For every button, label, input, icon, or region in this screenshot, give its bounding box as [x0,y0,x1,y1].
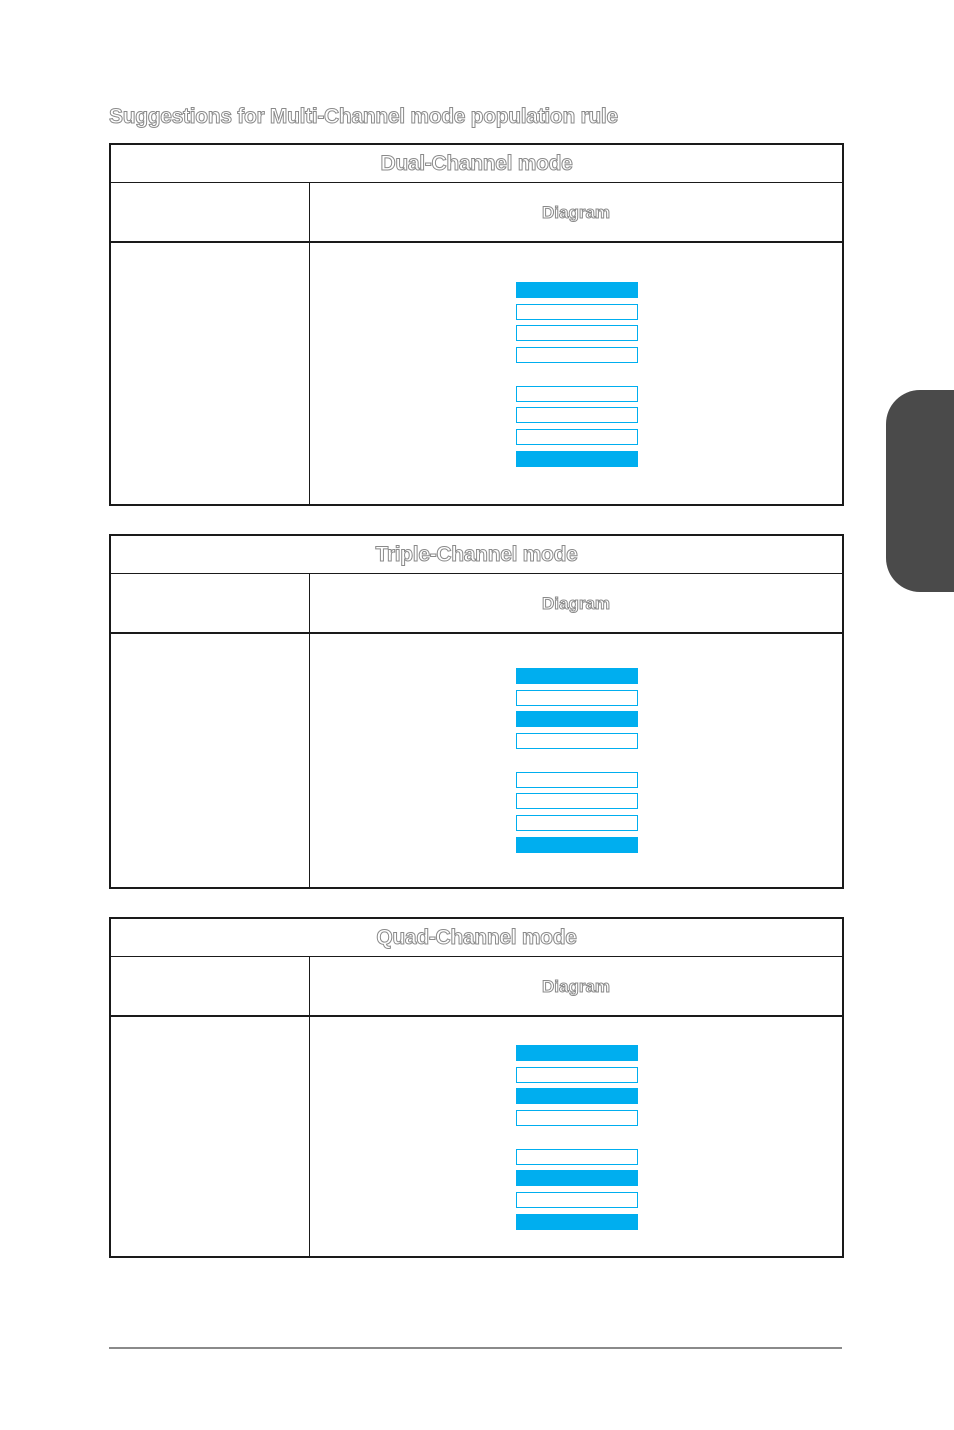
dimm-slot-empty [516,407,638,423]
header-cell-diagram [310,957,842,1015]
table-title: Triple-Channel mode [375,542,578,566]
dimm-slot-populated [516,451,638,467]
table-body-row [111,243,842,506]
table-title: Quad-Channel mode [376,925,577,949]
dimm-slot-empty [516,429,638,445]
dimm-slot-populated [516,711,638,727]
body-cell-left [111,243,310,506]
dimm-slot-empty [516,793,638,809]
diagram-label: Diagram [541,977,611,996]
dimm-slot-populated [516,837,638,853]
dimm-slot-empty [516,1110,638,1126]
body-cell-left [111,1017,310,1258]
dimm-slot-populated [516,1214,638,1230]
dimm-slot-empty [516,772,638,788]
table-title-row [111,145,842,183]
header-cell-diagram [310,574,842,632]
body-cell-left [111,634,310,889]
dimm-slot-empty [516,386,638,402]
dimm-slot-populated [516,1170,638,1186]
dimm-slot-empty [516,304,638,320]
header-cell-left [111,574,310,632]
table-header-row [111,574,842,634]
header-cell-left [111,957,310,1015]
table-title: Dual-Channel mode [380,151,573,175]
dimm-slot-populated [516,668,638,684]
dimm-slot-empty [516,690,638,706]
quad-channel-table [109,917,844,1258]
header-cell-left [111,183,310,241]
body-cell-diagram [310,1017,842,1258]
body-cell-diagram [310,634,842,889]
table-body-row [111,1017,842,1258]
dimm-slot-populated [516,1045,638,1061]
dimm-slot-empty [516,1192,638,1208]
dimm-slot-empty [516,815,638,831]
table-title-row [111,536,842,574]
dimm-slot-empty [516,1149,638,1165]
table-header-row [111,957,842,1017]
table-title-row [111,919,842,957]
dimm-slot-empty [516,733,638,749]
dimm-slot-empty [516,325,638,341]
table-body-row [111,634,842,889]
dimm-slot-populated [516,1088,638,1104]
header-cell-diagram [310,183,842,241]
dimm-slot-empty [516,1067,638,1083]
footer-divider [109,1347,842,1349]
diagram-label: Diagram [541,594,611,613]
table-header-row [111,183,842,243]
chapter-side-tab [886,390,954,592]
dimm-slot-populated [516,282,638,298]
dimm-slot-empty [516,347,638,363]
diagram-label: Diagram [541,203,611,222]
triple-channel-table [109,534,844,889]
dual-channel-table [109,143,844,506]
body-cell-diagram [310,243,842,506]
page-title: Suggestions for Multi-Channel mode population rule [109,105,618,128]
